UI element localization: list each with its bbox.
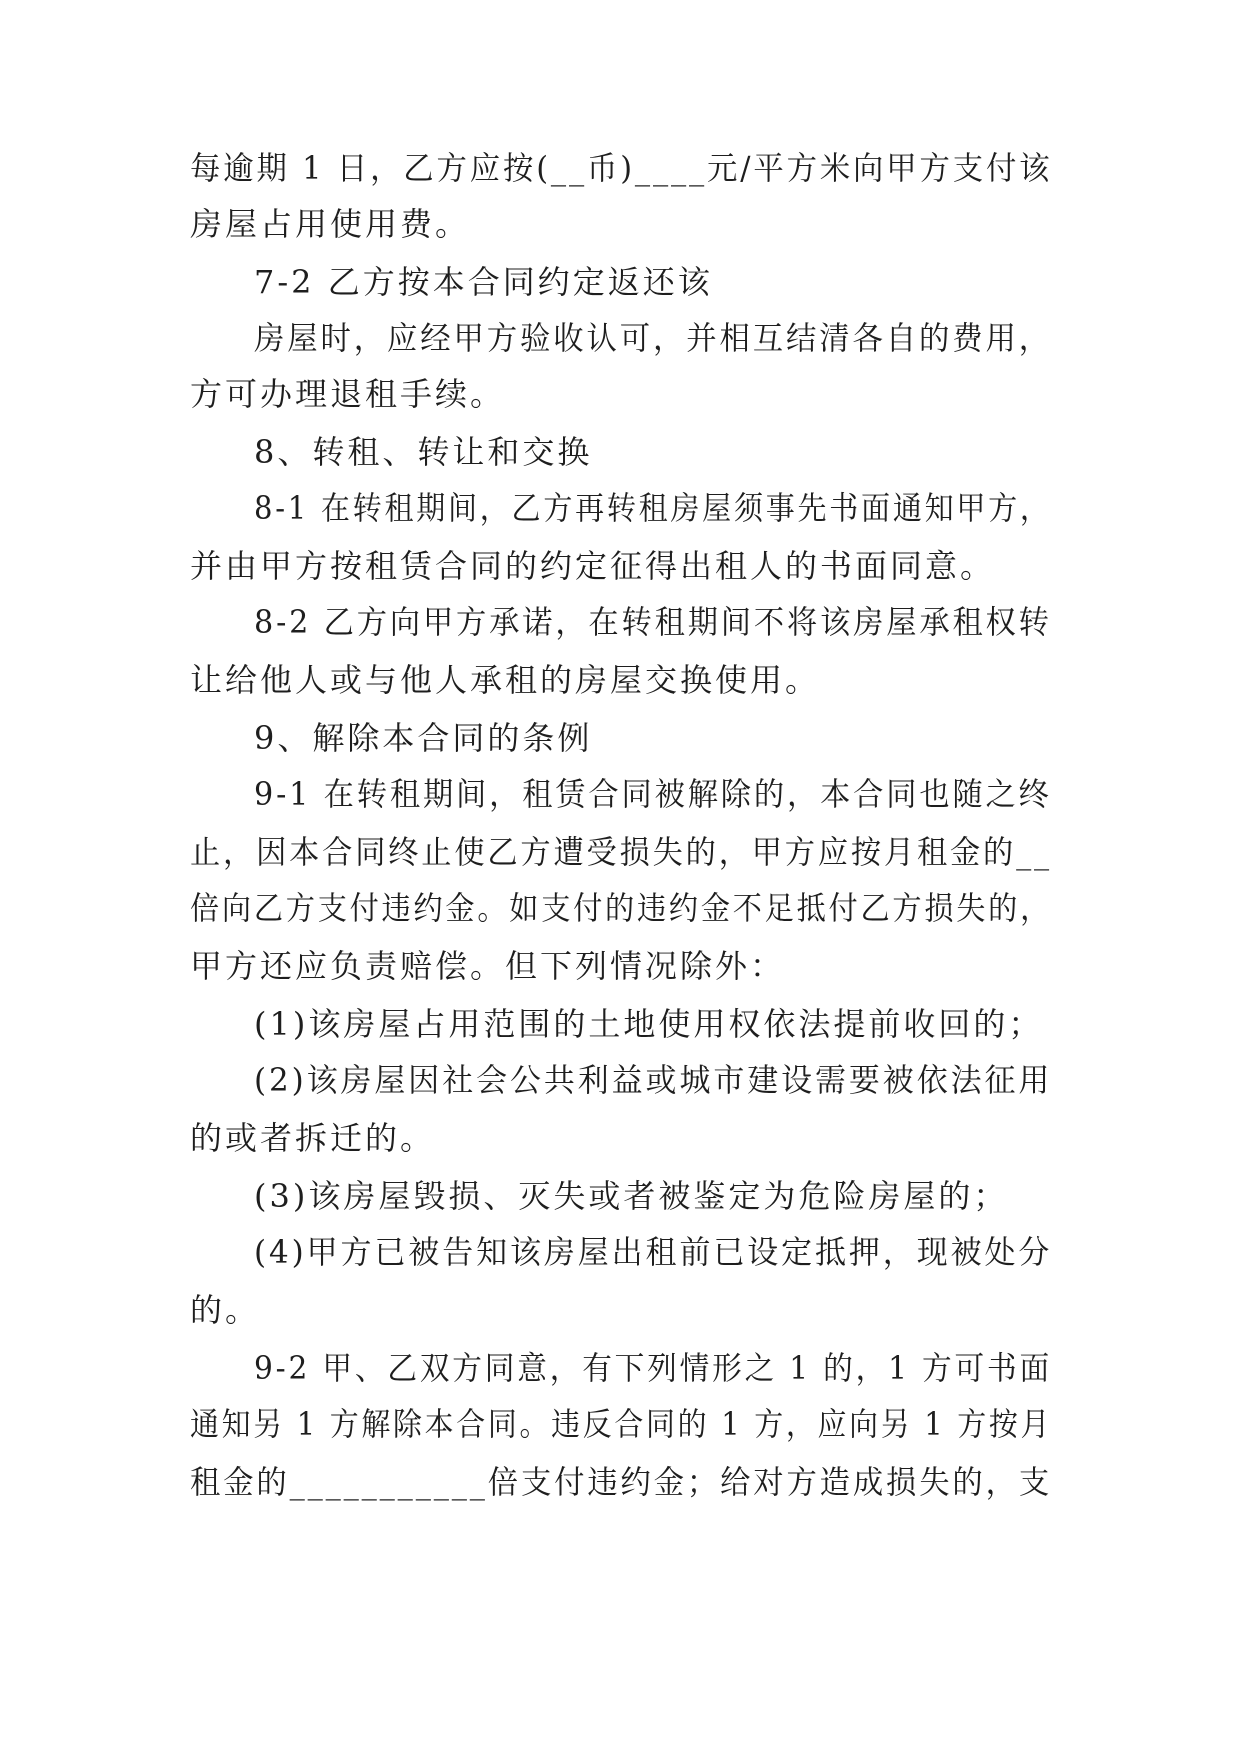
text-line: 8-2 乙方向甲方承诺，在转租期间不将该房屋承租权转 xyxy=(254,603,1052,641)
list-item: (1)该房屋占用范围的土地使用权依法提前收回的； xyxy=(254,1005,1044,1043)
text-line: 止，因本合同终止使乙方遭受损失的，甲方应按月租金的__ xyxy=(190,833,1052,871)
text-line: 并由甲方按租赁合同的约定征得出租人的书面同意。 xyxy=(190,547,996,585)
text-line: 9-1 在转租期间，租赁合同被解除的，本合同也随之终 xyxy=(254,775,1052,813)
list-item: (2)该房屋因社会公共利益或城市建设需要被依法征用 xyxy=(254,1061,1053,1099)
text-line: 8-1 在转租期间，乙方再转租房屋须事先书面通知甲方， xyxy=(254,489,1052,527)
text-line: 方可办理退租手续。 xyxy=(190,375,506,413)
text-line: 的或者拆迁的。 xyxy=(190,1119,436,1157)
text-line: 让给他人或与他人承租的房屋交换使用。 xyxy=(190,661,821,699)
text-line: 7-2 乙方按本合同约定返还该 xyxy=(254,263,713,301)
text-line: 通知另 1 方解除本合同。违反合同的 1 方，应向另 1 方按月 xyxy=(190,1405,1053,1443)
text-line: 每逾期 1 日，乙方应按(__币)____元/平方米向甲方支付该 xyxy=(190,149,1053,187)
list-item: (4)甲方已被告知该房屋出租前已设定抵押，现被处分 xyxy=(254,1233,1053,1271)
text-line: 9-2 甲、乙双方同意，有下列情形之 1 的，1 方可书面 xyxy=(254,1349,1052,1387)
list-item: (3)该房屋毁损、灭失或者被鉴定为危险房屋的； xyxy=(254,1177,1009,1215)
section-heading: 9、解除本合同的条例 xyxy=(254,719,593,757)
text-line: 房屋占用使用费。 xyxy=(190,205,471,243)
text-line: 倍向乙方支付违约金。如支付的违约金不足抵付乙方损失的， xyxy=(190,889,1053,927)
text-line: 租金的___________倍支付违约金；给对方造成损失的，支 xyxy=(190,1463,1053,1501)
text-line: 的。 xyxy=(190,1291,261,1329)
text-line: 房屋时，应经甲方验收认可，并相互结清各自的费用， xyxy=(254,319,1053,357)
text-line: 甲方还应负责赔偿。但下列情况除外： xyxy=(190,947,786,985)
section-heading: 8、转租、转让和交换 xyxy=(254,433,593,471)
